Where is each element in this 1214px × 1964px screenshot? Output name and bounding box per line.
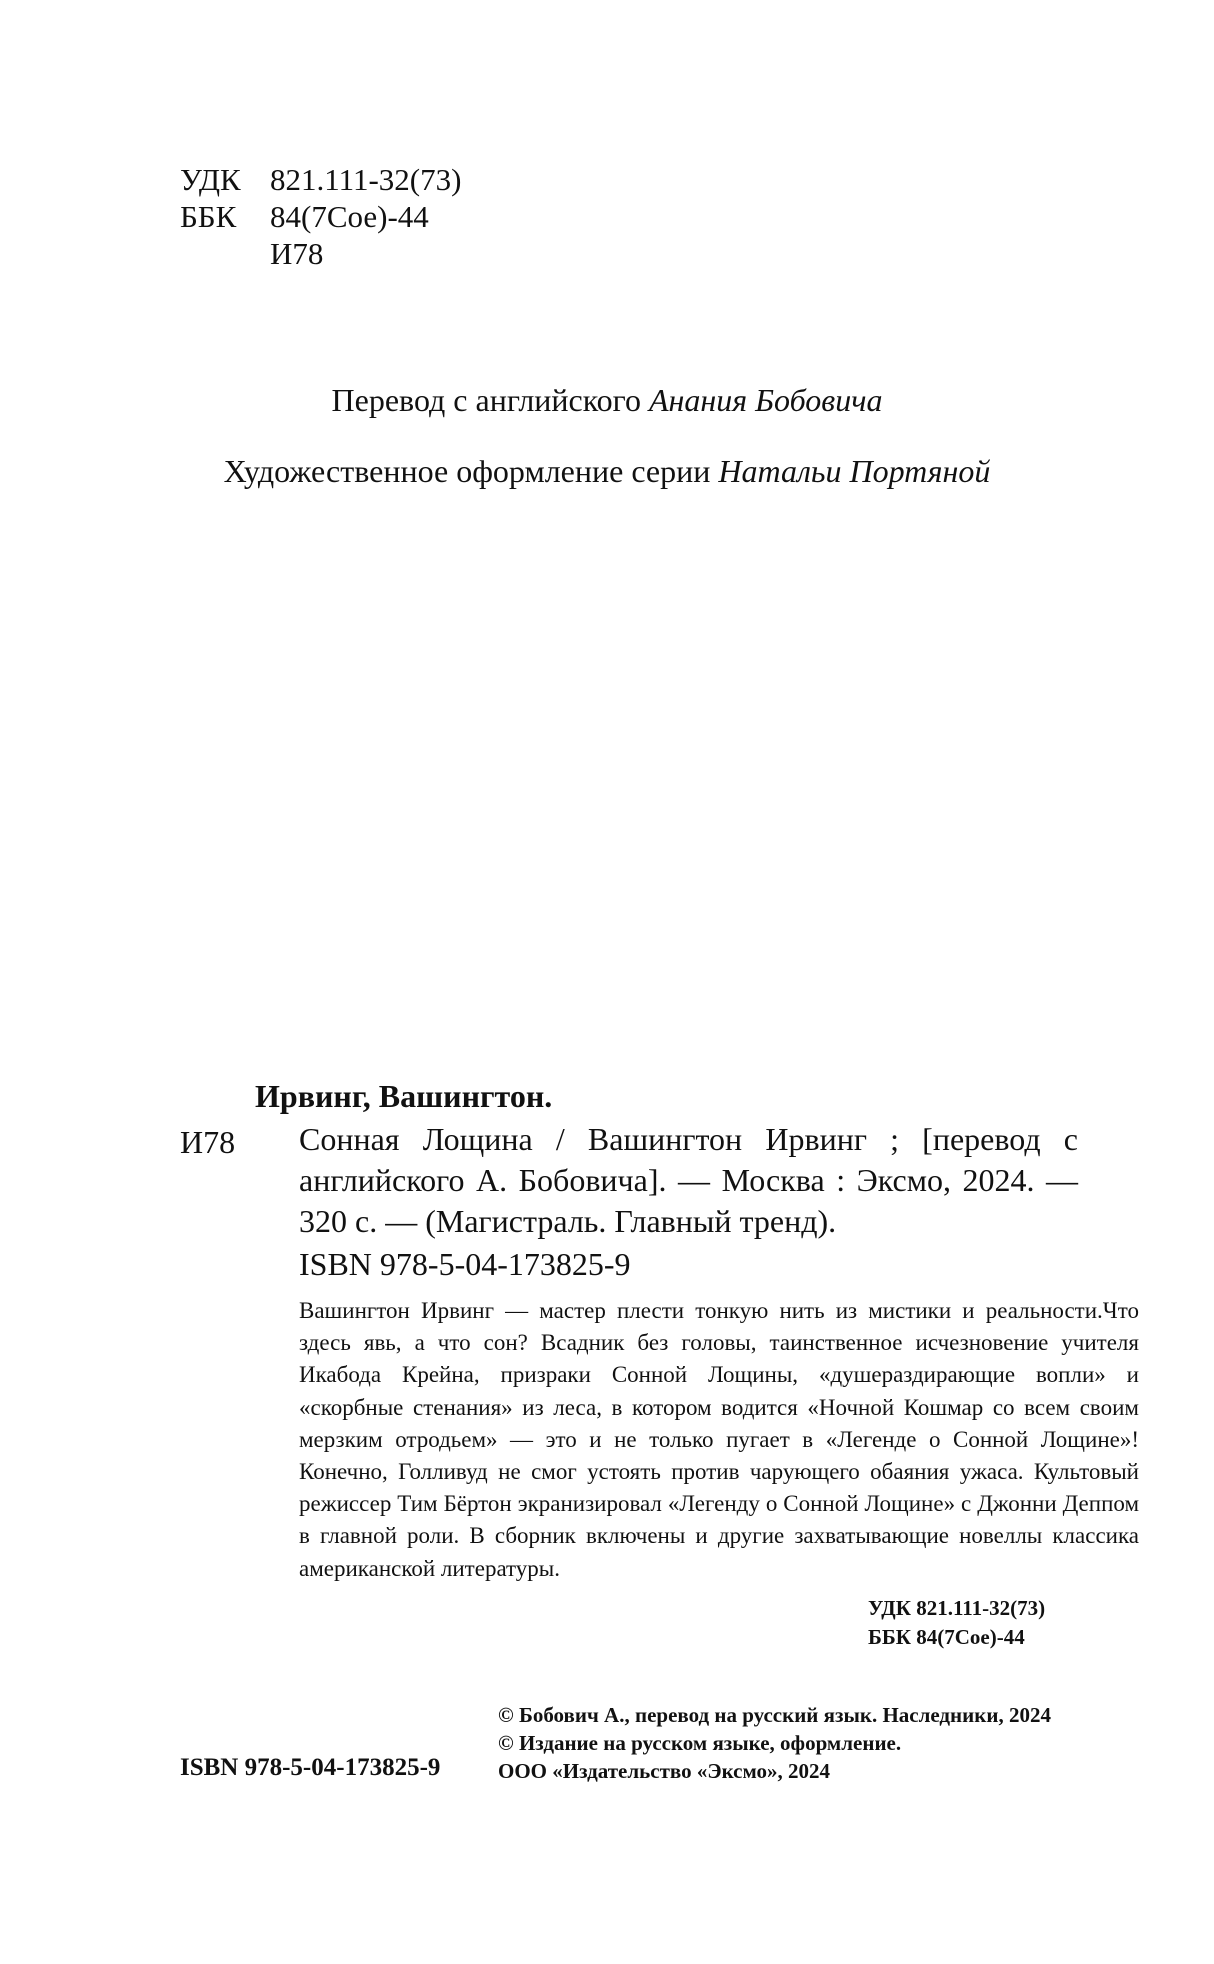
designer-name: Натальи Портяной xyxy=(718,453,991,489)
copyright-edition: © Издание на русском языке, оформление. xyxy=(498,1731,902,1755)
translation-prefix: Перевод с английского xyxy=(331,382,641,418)
udk-value: 821.111-32(73) xyxy=(270,162,462,197)
copyright-publisher: ООО «Издательство «Эксмо», 2024 xyxy=(498,1759,831,1783)
bbk-small: ББК 84(7Сое)-44 xyxy=(868,1625,1025,1649)
bbk-label: ББК xyxy=(180,199,237,234)
catalog-author-heading: Ирвинг, Вашингтон. xyxy=(255,1078,553,1114)
bbk-value: 84(7Сое)-44 xyxy=(270,199,429,234)
design-prefix: Художественное оформление серии xyxy=(223,453,711,489)
bbk-row xyxy=(180,199,580,235)
copyright-translation: © Бобович А., перевод на русский язык. Наследники, 2024 xyxy=(498,1703,1051,1727)
catalog-description: Сонная Лощина / Вашингтон Ирвинг ; [перевод с английского А. Бобовича]. — Москва : Эксмо, 2024. — 320 с. — (Магистраль. Главный тренд). xyxy=(299,1121,1078,1239)
catalog-author-mark: И78 xyxy=(180,1124,236,1160)
catalog-isbn: ISBN 978-5-04-173825-9 xyxy=(299,1246,631,1282)
translation-credit xyxy=(0,381,1214,419)
udk-row xyxy=(180,162,580,198)
udk-label: УДК xyxy=(180,162,241,197)
book-annotation: Вашингтон Ирвинг — мастер плести тонкую нить из мистики и реальности.Что здесь явь, а что сон? Всадник без головы, таинственное исчезновение учителя Икабода Крейна, призраки Сонной Лощины, «душераздирающие вопли» и «скорбные стенания» из леса, в котором водится «Ночной Кошмар со всем своим мерзким отродьем» — это и не только пугает в «Легенде о Сонной Лощине»! Конечно, Голливуд не смог устоять против чарующего обаяния ужаса. Культовый режиссер Тим Бёртон экранизировал «Легенду о Сонной Лощине» с Джонни Деппом в главной роли. В сборник включены и другие захватывающие новеллы классика американской литературы. xyxy=(299,1298,1139,1581)
author-mark: И78 xyxy=(270,236,324,271)
udk-small: УДК 821.111-32(73) xyxy=(868,1596,1046,1620)
design-credit xyxy=(0,452,1214,490)
imprint-isbn: ISBN 978-5-04-173825-9 xyxy=(180,1754,441,1781)
translator-name: Анания Бобовича xyxy=(649,382,883,418)
